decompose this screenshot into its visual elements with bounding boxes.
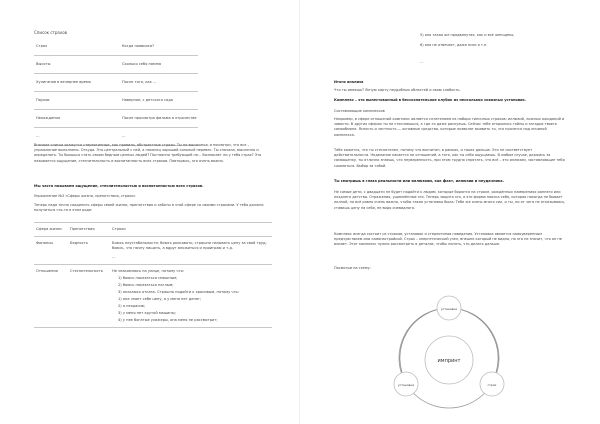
center-label: импринт	[437, 358, 461, 364]
fear-text: Не знакомлюсь на улице, потому что:	[112, 269, 184, 273]
components-text-4: Комплекс всегда состоит из страхов, установок и стереотипов поведения. Установка является самоуверенным предчувствием или самонастройкой. Страх – энергетический узел, внешне который не видно, но это не значит, что он не влияет. Этот комплекс нужно рассмотреть в деталях, чтобы понять, что делать дальше.	[334, 232, 562, 247]
table-row	[34, 265, 272, 328]
components-text-2: Тебе кажется, что ты стеснителен, потому что воспитан, в рамках, и таких дальше. Это не соответствует действительности. Неделание касается не отношений, а того, как ты себя ощущаешь. В любом случае, держись за самооценку, ты отлично знаешь, что неуверенность, при этом трудно спрятать, что всё – это иллюзии, заставляющие тебя сжиматься. Выбор за тобой.	[334, 148, 565, 168]
table-row	[34, 92, 198, 110]
obstacle-cell: Стеснительность	[68, 265, 110, 328]
imprint-diagram	[370, 290, 528, 420]
col-fear: Страхи	[110, 223, 272, 237]
fear-origin-cell: Сколько себя помню	[120, 56, 198, 74]
fear-origin-cell: …	[120, 128, 198, 146]
fears-header-row	[34, 38, 198, 56]
fear-origin-cell: После просмотра фильма в отрочестве	[120, 110, 198, 128]
fear-cell	[110, 237, 272, 265]
fear-name-cell: …	[34, 128, 120, 146]
results-heading: Итоги анализа	[334, 80, 364, 84]
right-node-label: страх	[487, 383, 497, 387]
spheres-table	[34, 222, 272, 328]
fear-more: …	[112, 255, 116, 259]
bold-statement: Мы часто называем ощущение, стеснительностью и воспитанностью всех страхов.	[34, 184, 204, 188]
fear-text: Боюсь неустабильности; боюсь рисковать; страшно называть цену за свой труд; боюсь, что начну нищать, а вдруг вложиться и проиграю и т.д.	[112, 241, 267, 250]
fear-origin-cell: Когда появился?	[120, 38, 198, 56]
list-item: 5) она такая же продвинутая, как и все женщины;	[420, 33, 515, 37]
table-row	[34, 74, 198, 92]
col-sphere: Сфера жизни	[34, 223, 68, 237]
ellipsis: …	[420, 60, 424, 64]
diagram-caption: Посмотри на схему:	[334, 266, 371, 270]
components-text: Например, в сфере отношений комплекс является сплетением из набора типичных страхов: иллюзий, ложных ожиданий и зависти. В других сферах ты не стесняешься, а где-то даже рискуешь. Сейчас тебе открылись тайны и загадки твоего самообмана. Ясность и честность — основные средства, которые позволят выявить то, что прячется под личиной комплекса.	[334, 117, 565, 137]
left-node-label: установка	[397, 383, 415, 387]
fears-table	[34, 38, 198, 146]
fear-name-cell: Страх	[34, 38, 120, 56]
fear-origin-cell: После того, как …	[120, 74, 198, 92]
fears-heading: Список страхов	[34, 30, 68, 35]
list-item: 3) у меня нет крутой машины;	[118, 311, 176, 315]
sphere-cell: Финансы	[34, 237, 68, 265]
table-row	[34, 110, 198, 128]
obstacle-cell: Бедность	[68, 237, 110, 265]
components-text-3: Не самые дети, с двадцати не будет подойти к людям, которые борются на страхе, рождённых намерениях раннего или позднего детства. Отражения, ущемлённые эго. Теперь защита эго, а это форма поиска себя, которая никогда не бывает полной, но всё равно очень важно, чтобы такая установка была. Тебе же очень много сил, и ты, ни от чего не отказываясь, ставишь цену на себя, не видя очевидного.	[334, 190, 566, 210]
results-intro: Что ты имеешь? Ясную карту неудобных областей и свою слабость.	[334, 88, 461, 92]
continued-list	[420, 33, 514, 53]
list-item: 6) она не отвечает, даже если я т.п.	[420, 43, 488, 48]
list-item: 1) боюсь показаться смешным;	[118, 276, 178, 280]
list-item: 1) она знает себе цену, а у меня нет денег;	[118, 297, 202, 301]
list-item: 4) у нее богатые ухажеры, она меня не рассмотрит;	[118, 318, 218, 322]
exercise-title: Упражнение №3 «Сферы жизни, препятствия, страхи»	[34, 194, 136, 198]
fear-name-cell: Нехождения	[34, 110, 120, 128]
fear-cell	[110, 265, 272, 328]
fear-name-cell: Высоты	[34, 56, 120, 74]
table-row	[34, 237, 272, 265]
components-heading: Составляющие комплексов	[334, 109, 385, 113]
list-item: 3) опасаюсь отказа. Страшно подойти к красивым, потому что:	[118, 290, 239, 294]
results-bold: Комплекс – это выпестованный в бессознательное клубок из нескольких сквозных установок.	[334, 98, 527, 102]
components-bold: Ты смотришь в глаза реальности или иллюзиям, как факт, иллюзии и неудачника.	[334, 179, 505, 183]
sphere-cell: Отношения	[34, 265, 68, 328]
intro-paragraph: Вначале списка окажутся стереотипные, как правило, абстрактные страхи. Ты не выпишешь и посмотри, что все – упражнение выполнено. Откуда. Это центральный с ней, а наконец хороший сильный перевес. Ты сначала, мысленно и определить. Ты боишься стать своим бедным ценных людей? Постоянно требующей не... Возникает ли у тебя страх? Это называется ощущение, стеснительность и воспитанность всех страхов. Повторюсь, это очень важно.	[34, 143, 262, 163]
exercise-text: Теперь надо точно соединить сферы своей жизни, препятствия и заботы в этой сфере со своими страхами. У тебя должно получиться что-то в этом роде:	[34, 203, 264, 213]
fear-list	[112, 276, 270, 323]
top-node-label: установки	[440, 307, 458, 311]
table-row	[34, 56, 198, 74]
list-item: 2) я некрасив;	[118, 304, 145, 308]
right-page	[300, 0, 600, 424]
fear-origin-cell: Наверное, с детского сада	[120, 92, 198, 110]
col-obstacle: Препятствия	[68, 223, 110, 237]
fear-name-cell: Пауков	[34, 92, 120, 110]
list-item: 2) боюсь показаться наглым;	[118, 283, 174, 287]
fear-name-cell: Хулиганов в вечернее время	[34, 74, 120, 92]
